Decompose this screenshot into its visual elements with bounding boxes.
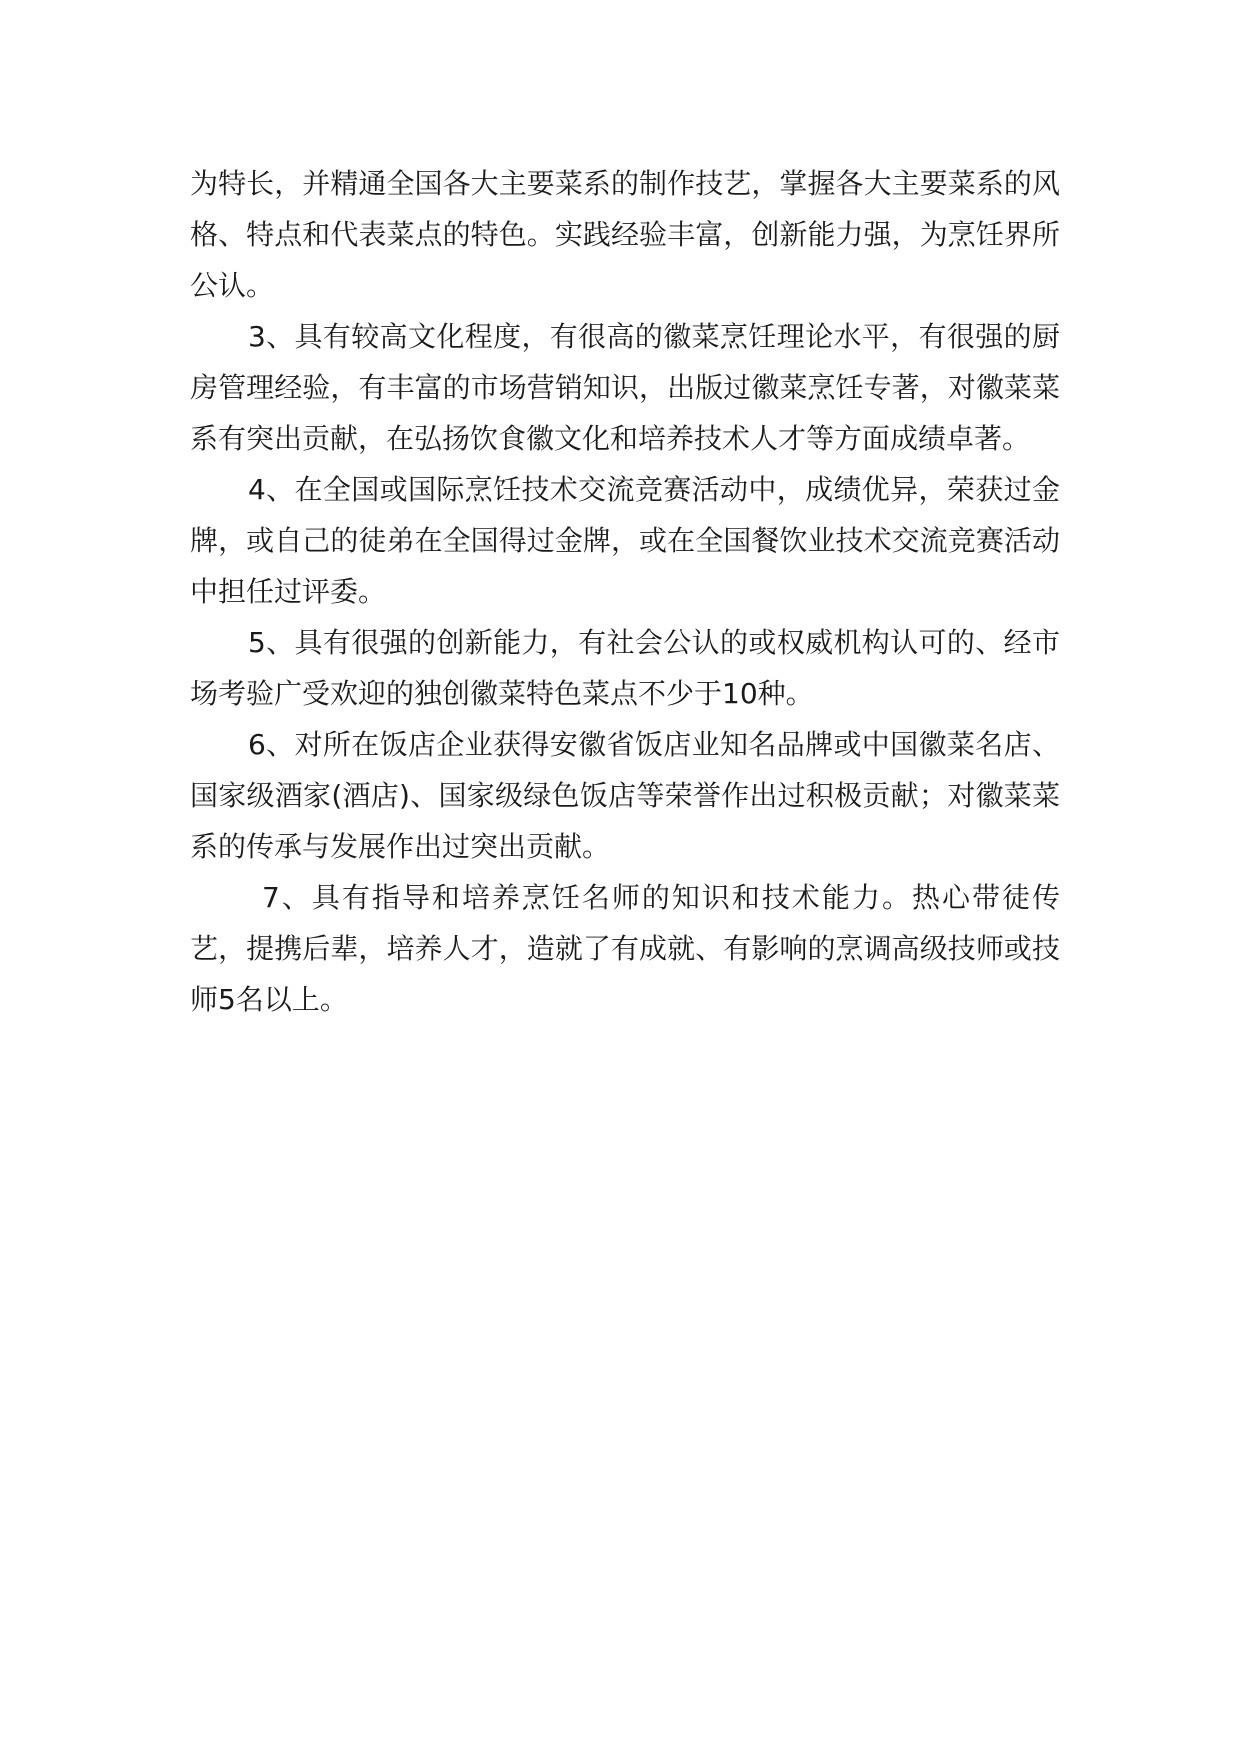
paragraph-continuation: 为特长，并精通全国各大主要菜系的制作技艺，掌握各大主要菜系的风格、特点和代表菜点的特色。实践经验丰富，创新能力强，为烹饪界所公认。 bbox=[190, 167, 1060, 302]
paragraph-item-3: 3、具有较高文化程度，有很高的徽菜烹饪理论水平，有很强的厨房管理经验，有丰富的市场营销知识，出版过徽菜烹饪专著，对徽菜菜系有突出贡献，在弘扬饮食徽文化和培养技术人才等方面成绩卓著。 bbox=[190, 320, 1060, 455]
paragraph-item-4: 4、在全国或国际烹饪技术交流竞赛活动中，成绩优异，荣获过金牌，或自己的徒弟在全国得过金牌，或在全国餐饮业技术交流竞赛活动中担任过评委。 bbox=[190, 473, 1060, 608]
document-body bbox=[190, 158, 1060, 1025]
paragraph-item-6: 6、对所在饭店企业获得安徽省饭店业知名品牌或中国徽菜名店、国家级酒家(酒店)、国家级绿色饭店等荣誉作出过积极贡献；对徽菜菜系的传承与发展作出过突出贡献。 bbox=[190, 728, 1060, 863]
paragraph-item-7: 7、具有指导和培养烹饪名师的知识和技术能力。热心带徒传艺，提携后辈，培养人才，造就了有成就、有影响的烹调高级技师或技师5名以上。 bbox=[190, 881, 1060, 1016]
paragraph-item-5: 5、具有很强的创新能力，有社会公认的或权威机构认可的、经市场考验广受欢迎的独创徽菜特色菜点不少于10种。 bbox=[190, 626, 1060, 710]
